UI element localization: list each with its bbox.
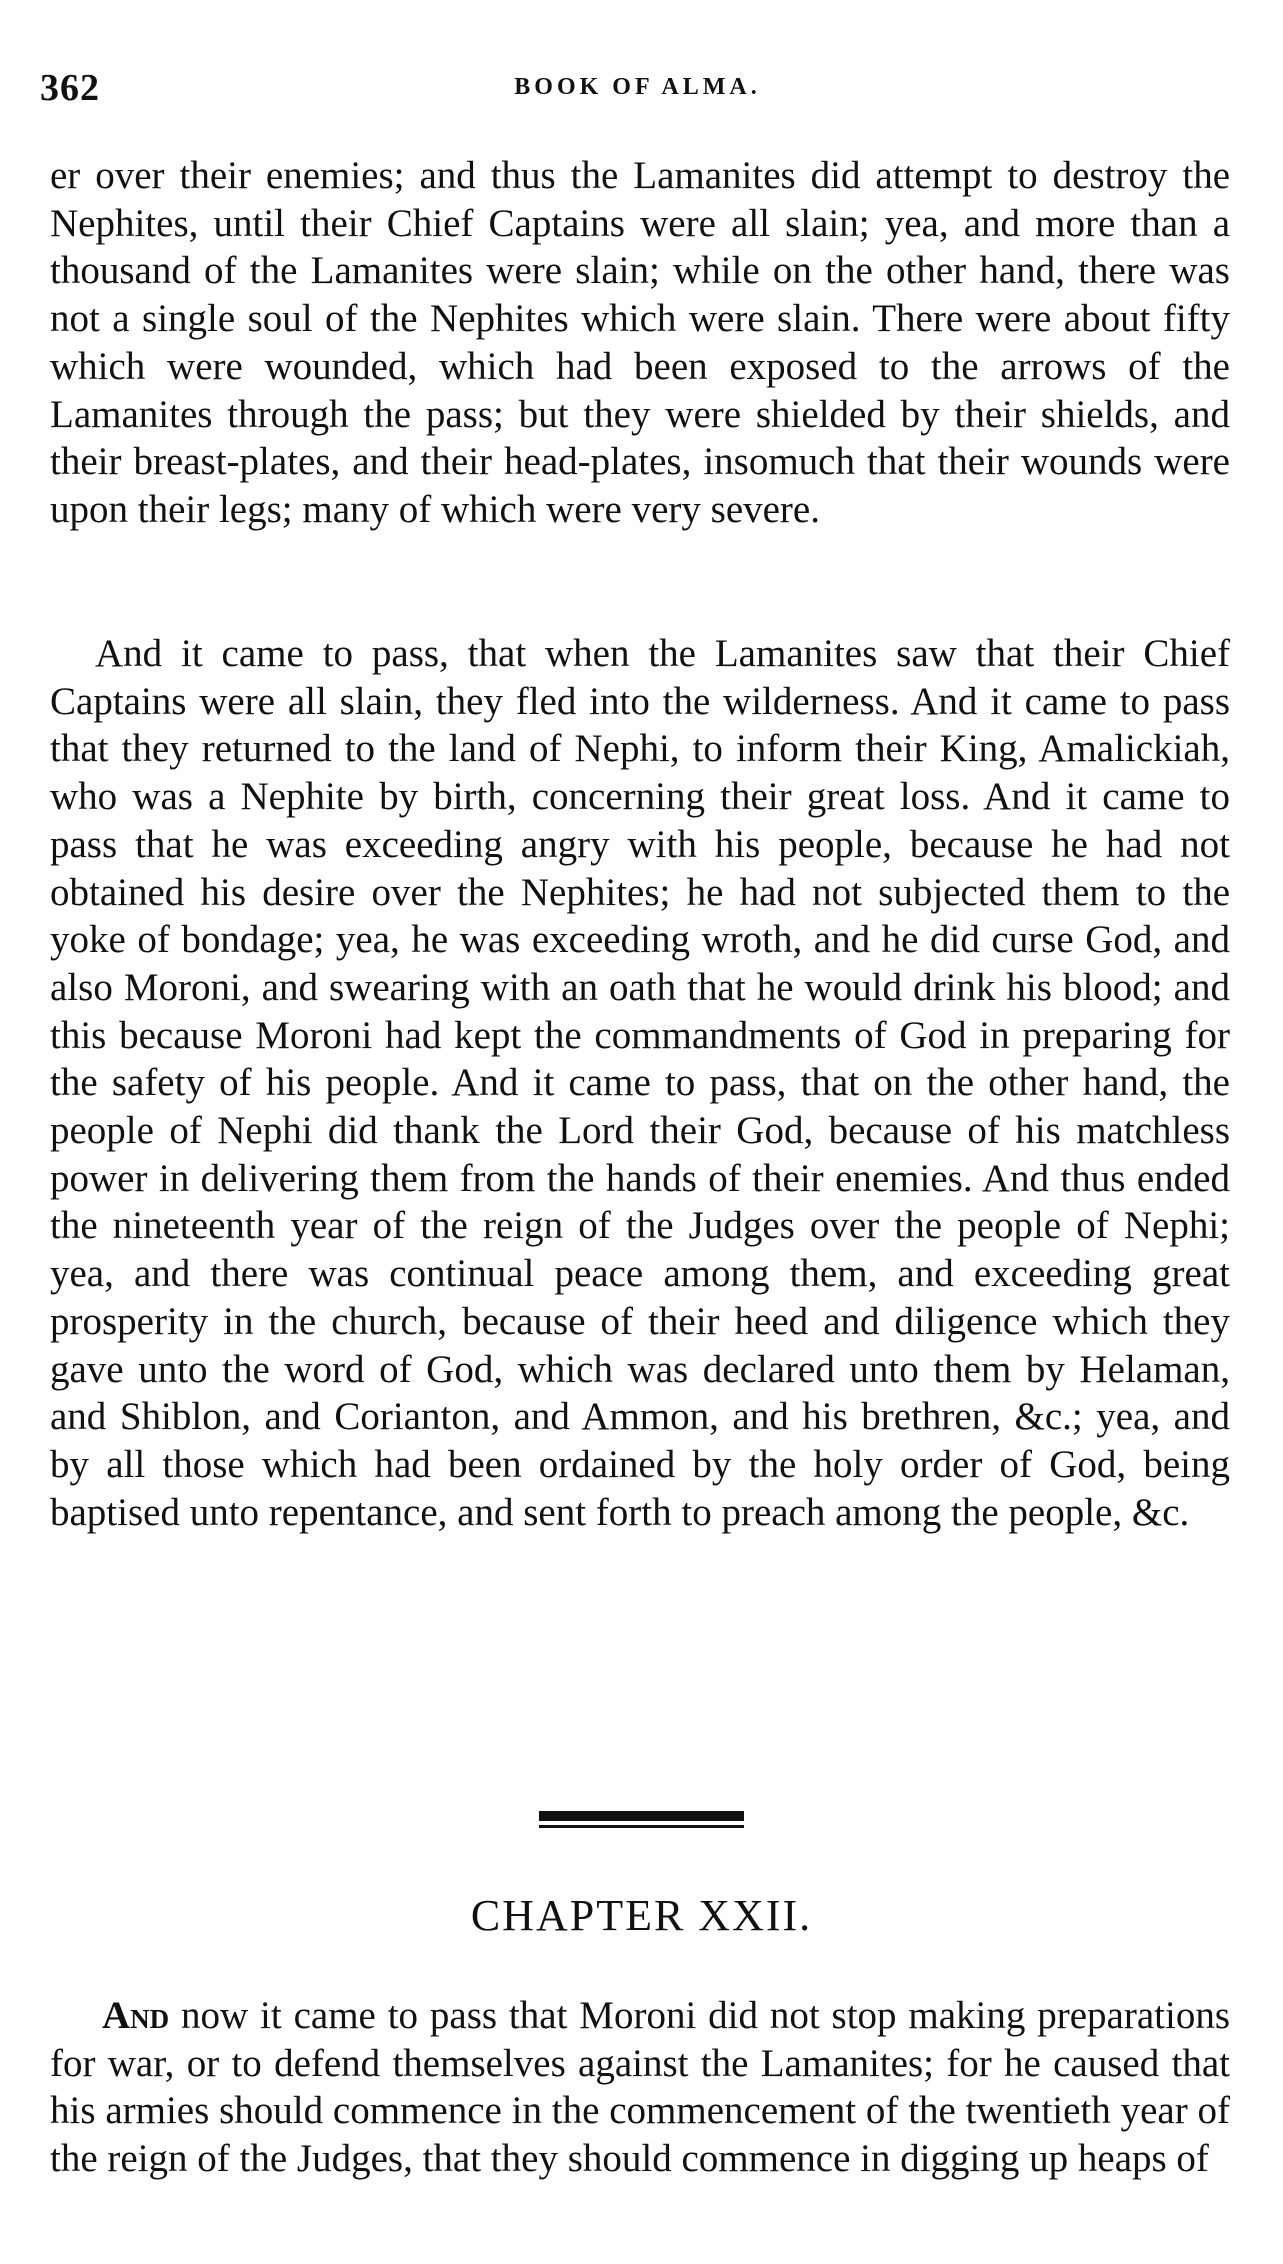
paragraph: And it came to pass, that when the Lamanites saw that their Chief Captains were all slain, they fled into the wilderness. And it came to pass that they returned to the land of Nephi, to inform their King, Amalickiah, who was a Nephite by birth, concerning their great loss. And it came to pass that he was exceeding angry with his people, because he had not obtained his desire over the Nephites; he had not subjected them to the yoke of bondage; yea, he was exceeding wroth, and he did curse God, and also Moroni, and swearing with an oath that he would drink his blood; and this because Moroni had kept the commandments of God in preparing for the safety of his people. And it came to pass, that on the other hand, the people of Nephi did thank the Lord their God, because of his matchless power in delivering them from the hands of their enemies. And thus ended the nineteenth year of the reign of the Judges over the people of Nephi; yea, and there was continual peace among them, and exceeding great prosperity in the church, because of their heed and diligence which they gave unto the word of God, which was declared unto them by Helaman, and Shiblon, and Corianton, and Ammon, and his brethren, &c.; yea, and by all those which had been ordained by the holy order of God, being baptised unto repentance, and sent forth to preach among the people, &c. xyxy=(50,632,1230,1534)
running-head: BOOK OF ALMA. xyxy=(514,74,761,100)
chapter-opening-paragraph xyxy=(50,1992,1230,2183)
chapter-opening-text: now it came to pass that Moroni did not stop making preparations for war, or to defend themselves against the Lamanites; for he caused that his armies should commence in the commencement of the twentieth year of the reign of the Judges, that they should commence in digging up heaps of xyxy=(50,1994,1230,2181)
page-number: 362 xyxy=(40,67,100,109)
chapter-divider xyxy=(539,1811,744,1831)
paragraph-continued: er over their enemies; and thus the Lamanites did attempt to destroy the Nephites, until their Chief Captains were all slain; yea, and more than a thousand of the Lamanites were slain; while on the other hand, there was not a single soul of the Nephites which were slain. There were about fifty which were wounded, which had been exposed to the arrows of the Lamanites through the pass; but they were shielded by their shields, and their breast-plates, and their head-plates, insomuch that their wounds were upon their legs; many of which were very severe. xyxy=(50,154,1230,531)
opening-word: And xyxy=(102,1994,170,2037)
chapter-heading: CHAPTER XXII. xyxy=(470,1891,813,1940)
page-header xyxy=(40,66,1235,112)
divider-thin-rule xyxy=(539,1825,744,1828)
divider-thick-rule xyxy=(539,1811,744,1821)
